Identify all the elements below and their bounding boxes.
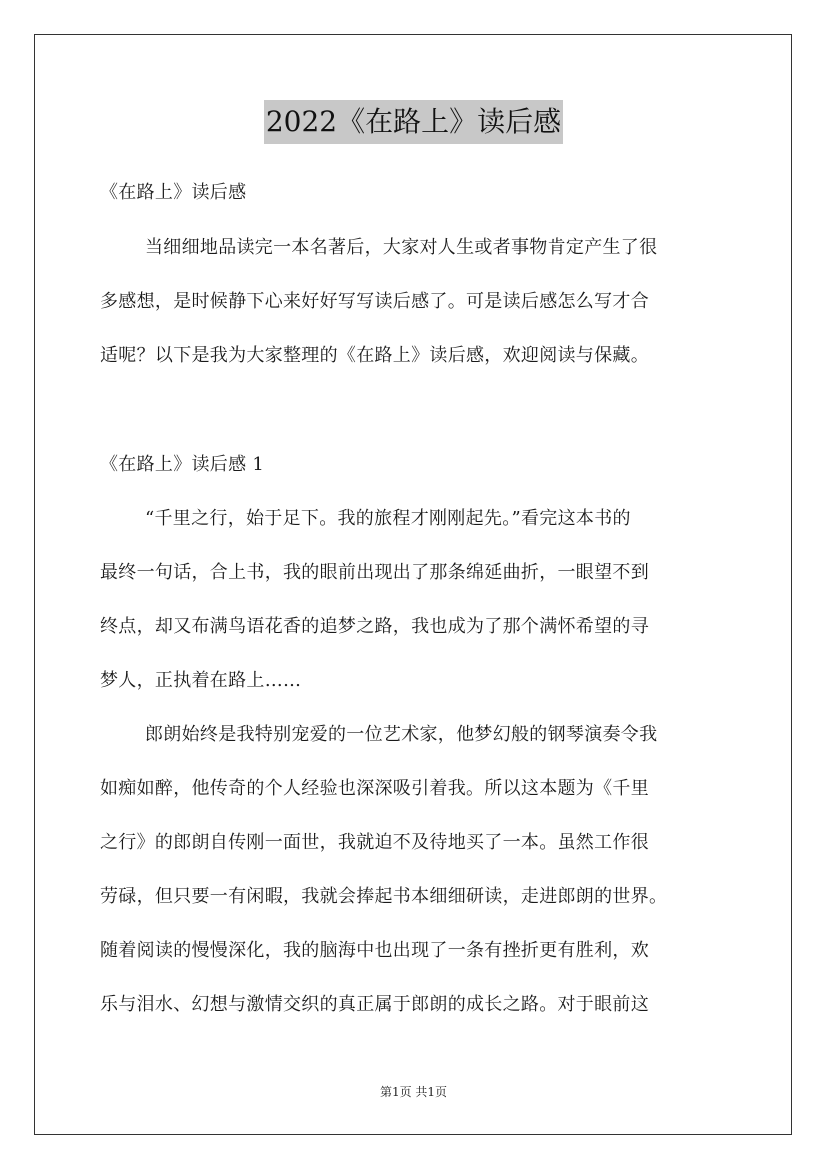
para2-line-6: 乐与泪水、幻想与激情交织的真正属于郎朗的成长之路。对于眼前这 xyxy=(100,994,649,1015)
document-heading: 《在路上》读后感 xyxy=(100,182,247,203)
intro-line-2: 多感想，是时候静下心来好好写写读后感了。可是读后感怎么写才合 xyxy=(100,291,649,312)
intro-line-3: 适呢？以下是我为大家整理的《在路上》读后感，欢迎阅读与保藏。 xyxy=(100,345,649,366)
intro-line-1: 当细细地品读完一本名著后，大家对人生或者事物肯定产生了很 xyxy=(145,237,658,258)
document-title: 2022《在路上》读后感 xyxy=(264,100,563,144)
section-heading: 《在路上》读后感 1 xyxy=(100,454,265,475)
page-footer: 第1页 共1页 xyxy=(379,1085,448,1099)
para1-line-3: 终点，却又布满鸟语花香的追梦之路，我也成为了那个满怀希望的寻 xyxy=(100,616,649,637)
para2-line-3: 之行》的郎朗自传刚一面世，我就迫不及待地买了一本。虽然工作很 xyxy=(100,832,649,853)
title-container xyxy=(0,100,827,144)
para2-line-1: 郎朗始终是我特别宠爱的一位艺术家，他梦幻般的钢琴演奏令我 xyxy=(145,724,658,745)
para1-line-1: “千里之行，始于足下。我的旅程才刚刚起先。”看完这本书的 xyxy=(145,508,631,529)
para1-line-2: 最终一句话，合上书，我的眼前出现出了那条绵延曲折，一眼望不到 xyxy=(100,562,649,583)
para2-line-2: 如痴如醉，他传奇的个人经验也深深吸引着我。所以这本题为《千里 xyxy=(100,778,649,799)
para2-line-5: 随着阅读的慢慢深化，我的脑海中也出现了一条有挫折更有胜利，欢 xyxy=(100,940,649,961)
para2-line-4: 劳碌，但只要一有闲暇，我就会捧起书本细细研读，走进郎朗的世界。 xyxy=(100,886,668,907)
para1-line-4: 梦人，正执着在路上…… xyxy=(100,670,302,691)
